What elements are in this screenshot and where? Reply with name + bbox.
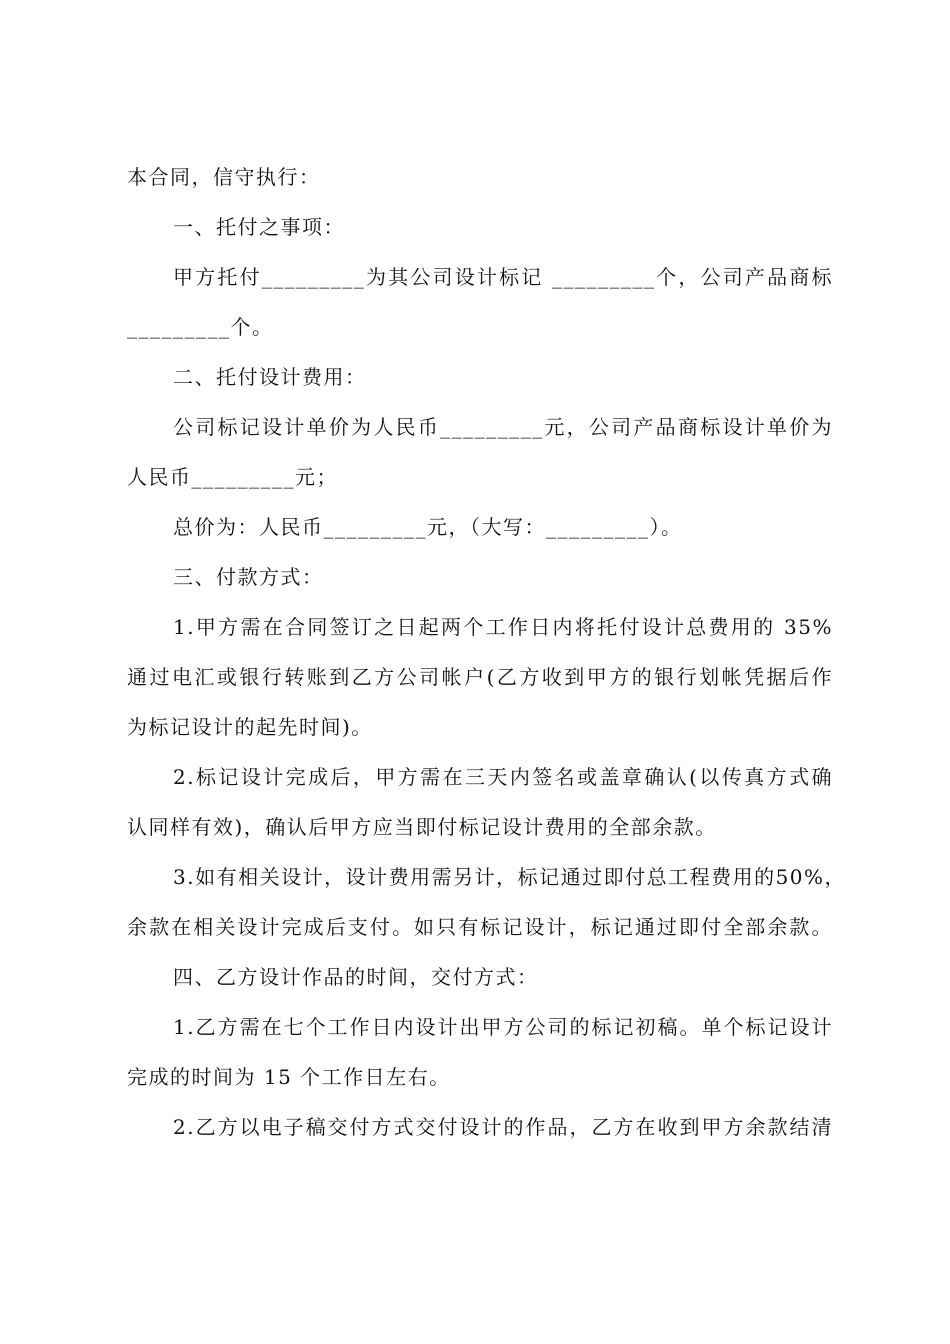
section-heading-1: 一、托付之事项：: [173, 215, 345, 239]
text-line-3: 甲方托付_________为其公司设计标记 _________个，公司产品商标: [173, 265, 833, 289]
text-line-14: 认同样有效)，确认后甲方应当即付标记设计费用的全部余款。: [127, 815, 717, 839]
text-line-13: 2.标记设计完成后，甲方需在三天内签名或盖章确认(以传真方式确: [173, 765, 833, 789]
text-line-16: 余款在相关设计完成后支付。如只有标记设计，标记通过即付全部余款。: [127, 915, 833, 939]
text-line-15: 3.如有相关设计，设计费用需另计，标记通过即付总工程费用的50%，: [173, 865, 847, 889]
text-line-20: 2.乙方以电子稿交付方式交付设计的作品，乙方在收到甲方余款结清: [173, 1115, 833, 1139]
section-heading-3: 三、付款方式：: [173, 565, 324, 589]
document-body: [127, 152, 847, 1152]
text-line-6: 公司标记设计单价为人民币_________元，公司产品商标设计单价为: [173, 415, 833, 439]
text-line-18: 1.乙方需在七个工作日内设计出甲方公司的标记初稿。单个标记设计: [173, 1015, 833, 1039]
text-line-12: 为标记设计的起先时间)。: [127, 715, 373, 739]
text-line-4: _________个。: [127, 315, 274, 339]
text-line-1: 本合同，信守执行：: [127, 165, 321, 189]
text-line-10: 1.甲方需在合同签订之日起两个工作日内将托付设计总费用的 35%: [173, 615, 833, 639]
text-line-8: 总价为：人民币_________元，（大写：_________）。: [173, 515, 683, 539]
section-heading-2: 二、托付设计费用：: [173, 365, 367, 389]
section-heading-4: 四、乙方设计作品的时间，交付方式：: [173, 965, 539, 989]
text-line-19: 完成的时间为 15 个工作日左右。: [127, 1065, 451, 1089]
text-line-11: 通过电汇或银行转账到乙方公司帐户(乙方收到甲方的银行划帐凭据后作: [127, 665, 833, 689]
text-line-7: 人民币_________元；: [127, 465, 338, 489]
